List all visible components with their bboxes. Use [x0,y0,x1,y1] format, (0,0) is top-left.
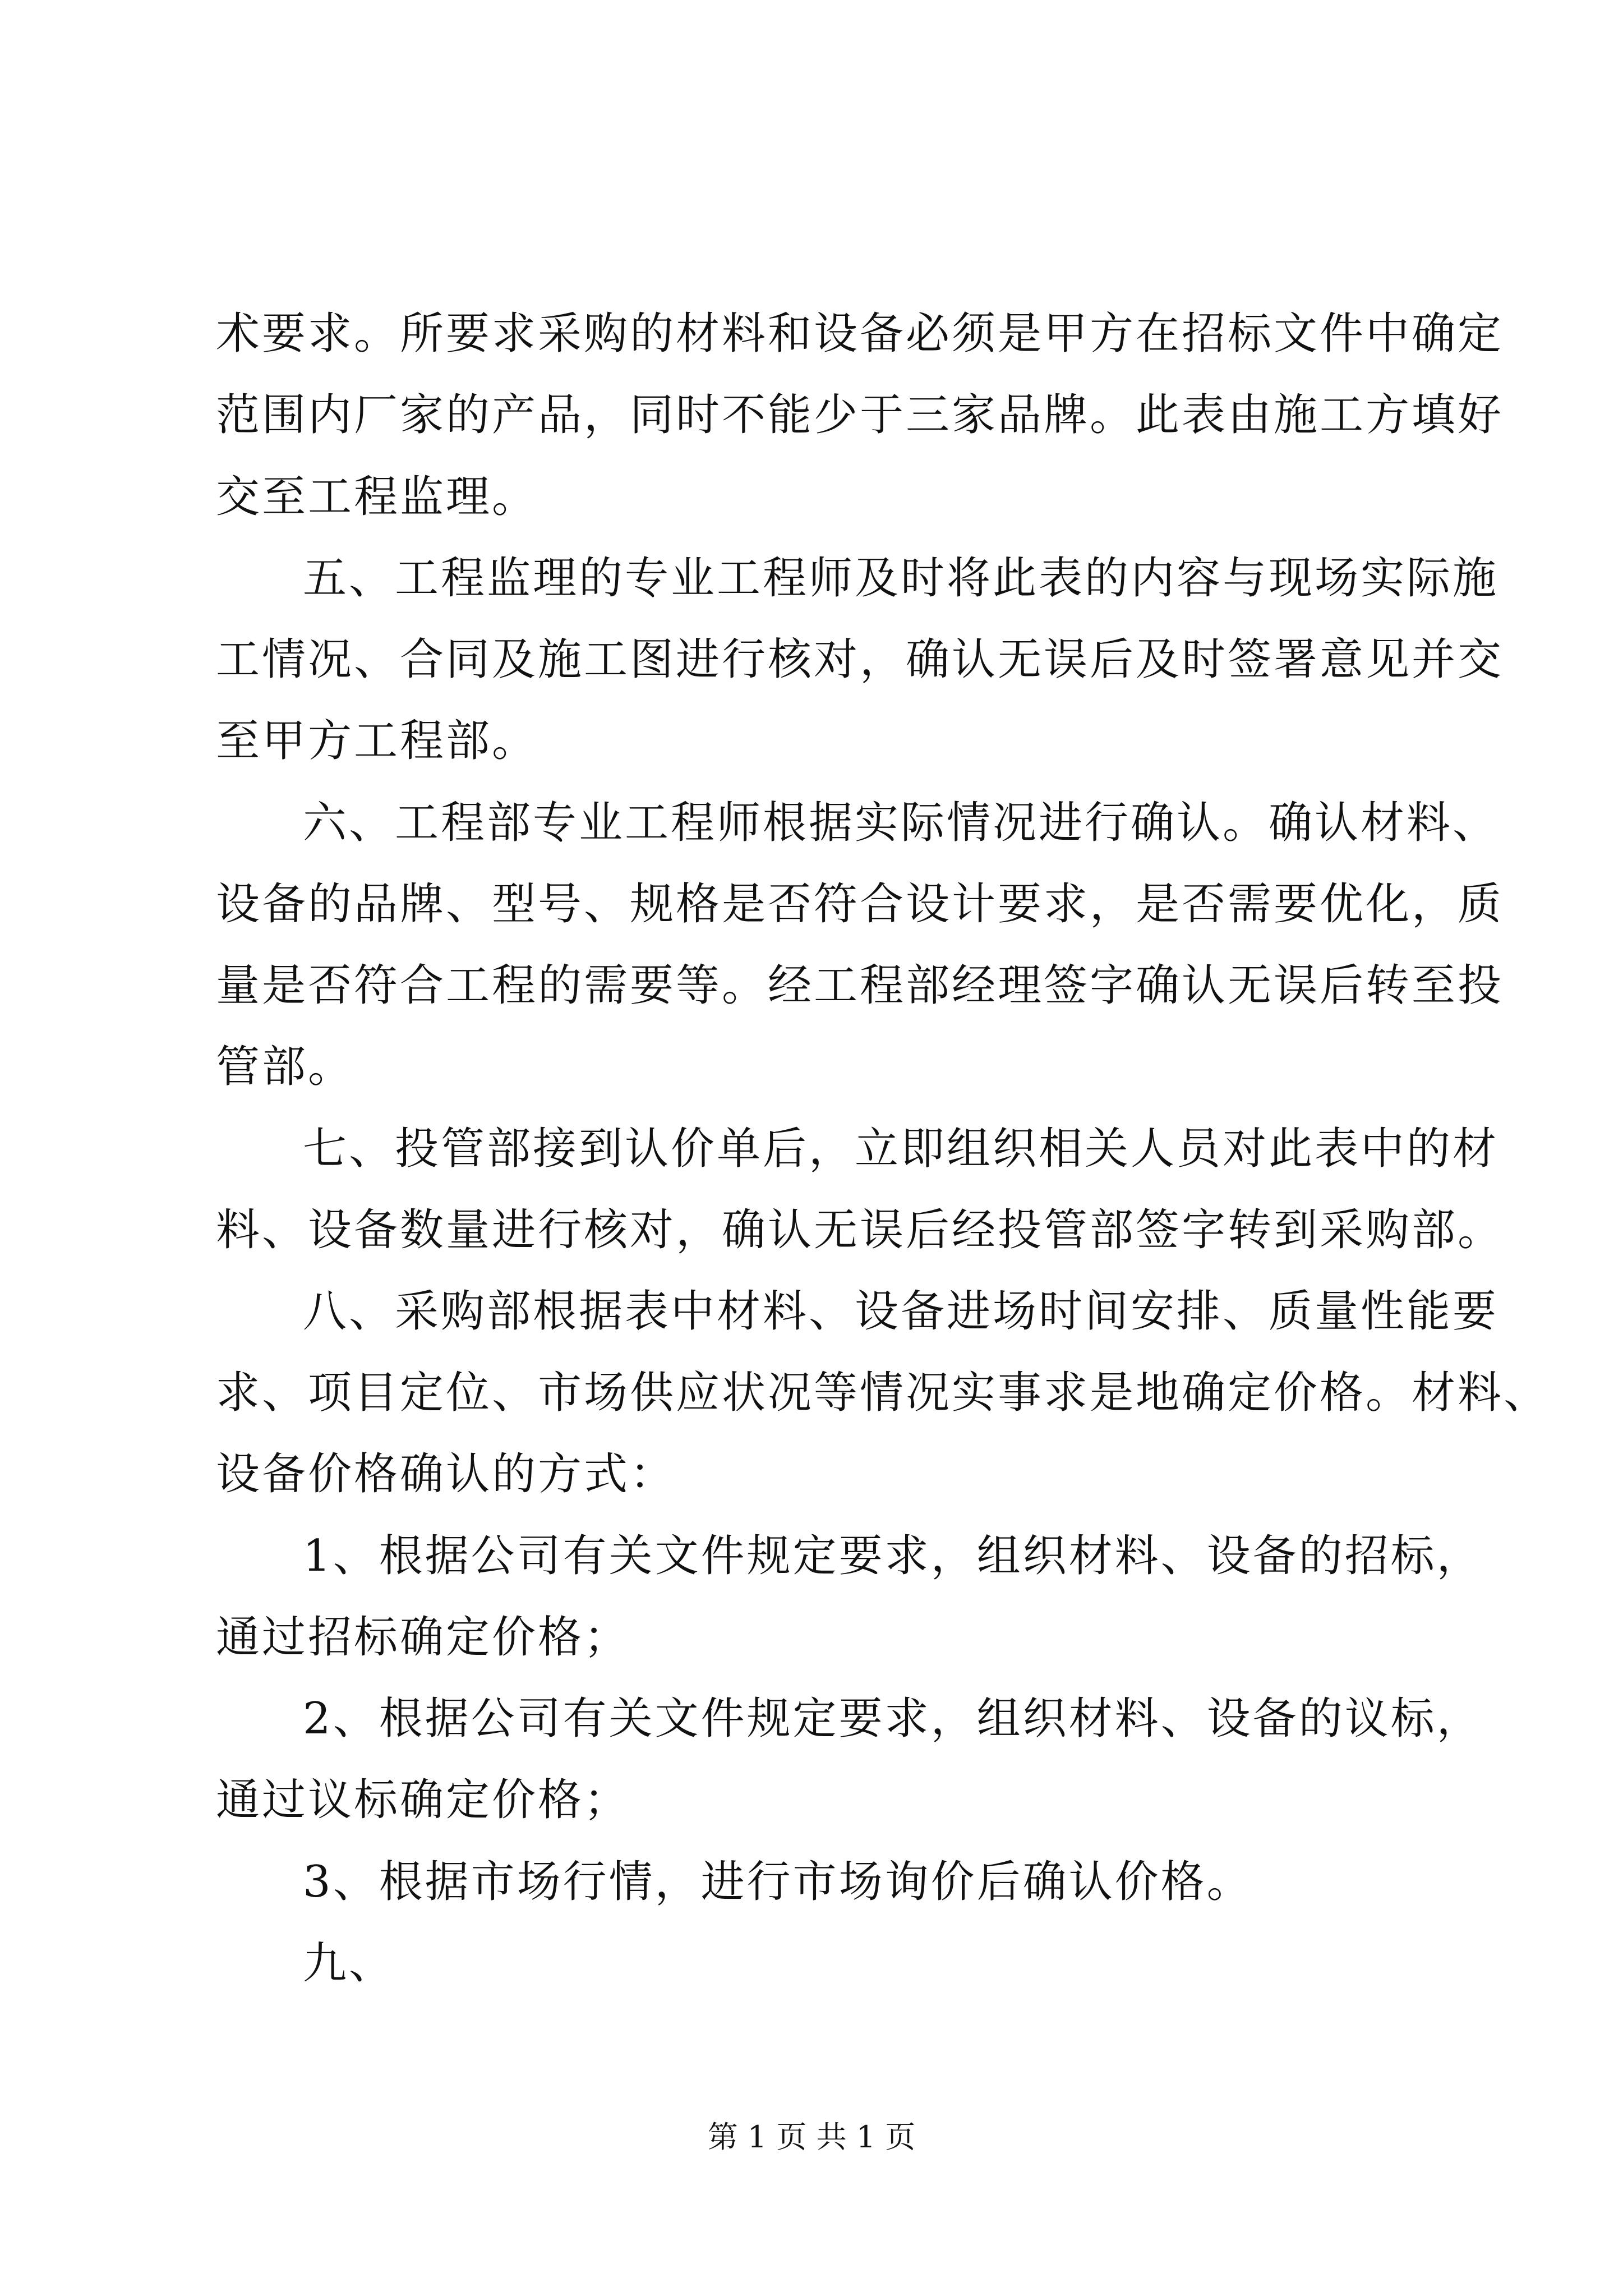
text-line: 范围内厂家的产品，同时不能少于三家品牌。此表由施工方填好 [216,390,1504,440]
text-line: 五、工程监理的专业工程师及时将此表的内容与现场实际施 [303,553,1499,604]
text-line: 设备价格确认的方式： [216,1449,676,1499]
text-line: 九、 [303,1938,395,1989]
text-line: 八、采购部根据表中材料、设备进场时间安排、质量性能要 [303,1286,1499,1337]
text-line: 求、项目定位、市场供应状况等情况实事求是地确定价格。材料、 [216,1368,1550,1418]
text-line: 通过招标确定价格； [216,1612,630,1663]
text-line: 至甲方工程部。 [216,716,538,766]
text-line: 交至工程监理。 [216,472,538,522]
text-line: 2、根据公司有关文件规定要求，组织材料、设备的议标， [303,1694,1483,1744]
text-line: 料、设备数量进行核对，确认无误后经投管部签字转到采购部。 [216,1205,1504,1255]
text-line: 通过议标确定价格； [216,1775,630,1825]
text-line: 七、投管部接到认价单后，立即组织相关人员对此表中的材 [303,1124,1499,1174]
text-line: 管部。 [216,1042,354,1092]
text-line: 设备的品牌、型号、规格是否符合设计要求，是否需要优化，质 [216,879,1504,930]
text-line: 量是否符合工程的需要等。经工程部经理签字确认无误后转至投 [216,960,1504,1011]
page-footer: 第 1 页 共 1 页 [707,2119,916,2155]
text-line: 3、根据市场行情，进行市场询价后确认价格。 [303,1857,1253,1907]
text-line: 术要求。所要求采购的材料和设备必须是甲方在招标文件中确定 [216,309,1504,359]
text-line: 工情况、合同及施工图进行核对，确认无误后及时签署意见并交 [216,634,1504,685]
text-line: 六、工程部专业工程师根据实际情况进行确认。确认材料、 [303,798,1499,848]
text-line: 1、根据公司有关文件规定要求，组织材料、设备的招标， [303,1531,1483,1581]
